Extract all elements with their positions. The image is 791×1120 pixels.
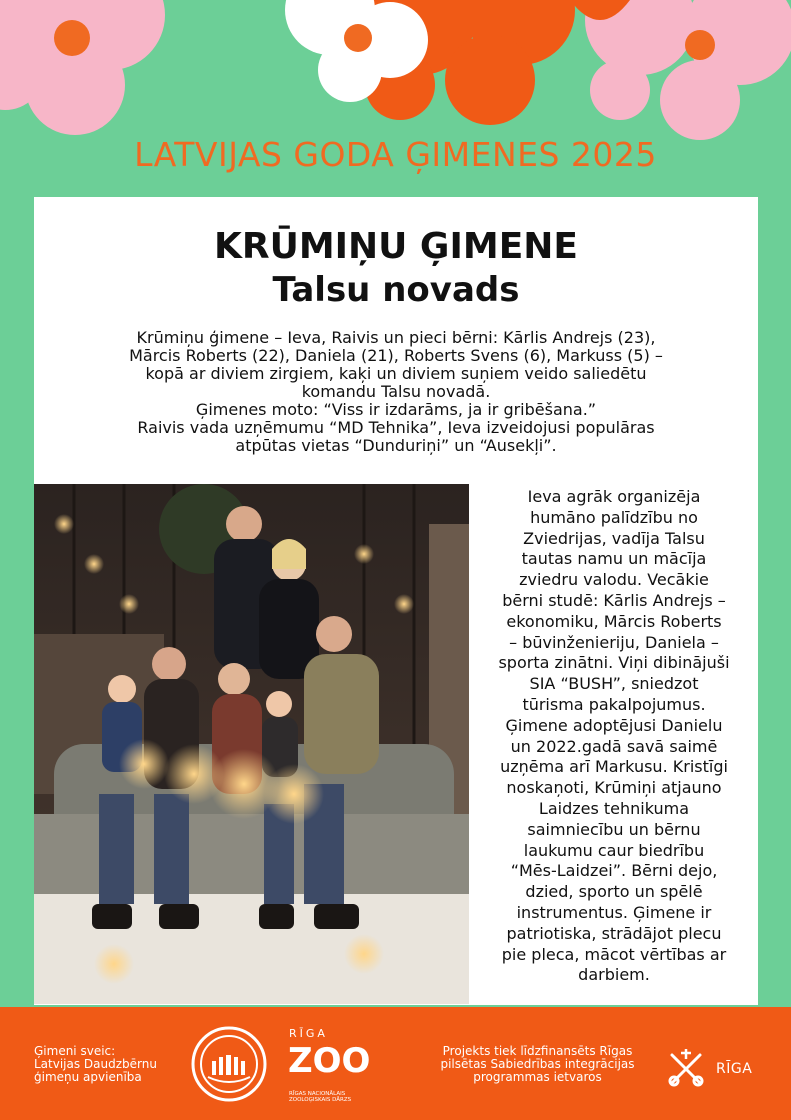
funding-line: programmas ietvaros [473,1070,602,1084]
family-name: KRŪMIŅU ĢIMENE [213,226,579,267]
riga-label: RĪGA [716,1061,753,1077]
zoo-subtitle: RĪGAS NACIONĀLAIS ZOOLOĢISKAIS DĀRZS [289,1091,352,1103]
family-photo [34,484,469,1004]
banner-title: LATVIJAS GODA ĢIMENES 2025 [134,135,657,174]
region-name: Talsu novads [272,270,520,310]
greeting-text [34,1045,157,1084]
greeting-line: ģimeņu apvienība [34,1070,142,1084]
footer [0,1007,791,1120]
zoo-word: ZOO [288,1041,371,1081]
story-line: pie pleca, mācot vērtības ar [501,944,727,964]
story-line: zviedru valodu. Vecākie [519,570,709,590]
story-line: SIA “BUSH”, sniedzot [529,674,699,694]
ldga-logo-icon [190,1025,268,1103]
intro-line: Raivis vada uzņēmumu “MD Tehnika”, Ieva izveidojusi populāras [137,418,655,437]
intro-line: Mārcis Roberts (22), Daniela (21), Roberts Svens (6), Markuss (5) – [129,346,663,365]
intro-line: Krūmiņu ģimene – Ieva, Raivis un pieci bērni: Kārlis Andrejs (23), [136,328,656,347]
story-line: patriotiska, strādājot plecu [506,923,722,943]
story-line: “Mēs-Laidzei”. Bērni dejo, [510,861,718,881]
intro-text [84,329,708,455]
intro-line: komandu Talsu novadā. [301,382,491,401]
funding-line: Projekts tiek līdzfinansēts Rīgas [442,1044,633,1058]
zoo-top-label: RĪGA [289,1027,328,1040]
story-line: – būvinženieriju, Daniela – [509,632,719,652]
funding-line: pilsētas Sabiedrības integrācijas [440,1057,635,1071]
funding-text [420,1045,655,1084]
greeting-line: Latvijas Daudzbērnu [34,1057,157,1071]
story-line: tūrisma pakalpojumus. [522,694,706,714]
story-line: un 2022.gadā savā saimē [510,736,718,756]
story-line: sporta zinātni. Viņi dibinājuši [498,653,730,673]
story-line: Ieva agrāk organizēja [527,487,701,506]
intro-line: atpūtas vietas “Dunduriņi” un “Ausekļi”. [235,436,557,455]
story-line: saimniecību un bērnu [527,819,701,839]
story-line: instrumentus. Ģimene ir [516,902,712,922]
story-line: uzņēma arī Markusu. Kristīgi [500,757,728,777]
story-line: humāno palīdzību no [530,507,698,527]
story-line: bērni studē: Kārlis Andrejs – [502,590,726,610]
story-line: ekonomiku, Mārcis Roberts [506,611,722,631]
story-line: noskaņoti, Krūmiņi atjauno [506,778,722,798]
content-card [34,197,758,1005]
story-text [470,487,758,986]
story-line: laukumu caur biedrību [523,840,705,860]
riga-crest-icon [664,1047,708,1091]
story-line: Ģimene adoptējusi Danielu [505,715,723,735]
story-line: dzied, sporto un spēlē [525,882,703,902]
greeting-line: Ģimeni sveic: [34,1044,116,1058]
story-line: Laidzes tehnikuma [538,798,690,818]
story-line: Zviedrijas, vadīja Talsu [523,528,705,548]
story-line: darbiem. [578,965,650,985]
intro-line: kopā ar diviem zirgiem, kaķi un diviem suņiem veido saliedētu [145,364,647,383]
intro-line: Ģimenes moto: “Viss ir izdarāms, ja ir gribēšana.” [195,400,597,419]
story-line: tautas namu un mācīja [521,549,707,569]
